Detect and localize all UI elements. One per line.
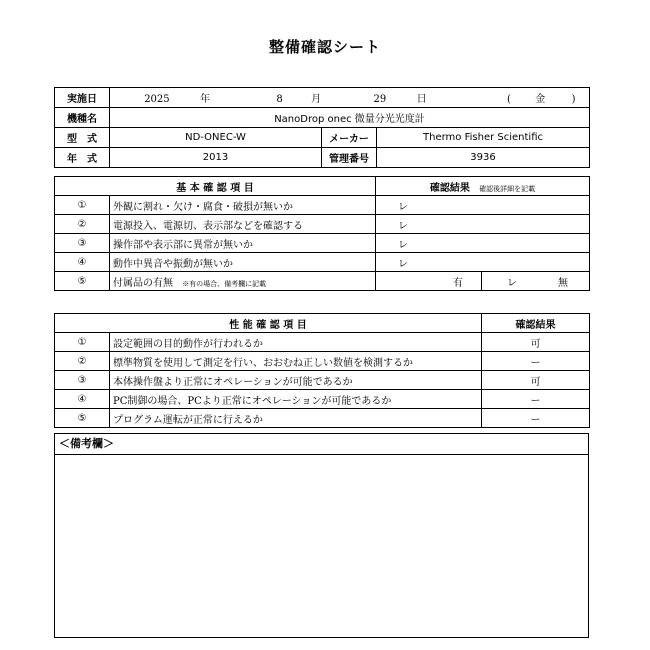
device-label: 機種名 (55, 108, 110, 128)
year-value: 2013 (110, 148, 322, 168)
basic-header: 基 本 確 認 項 目 (55, 177, 376, 196)
perf-item-result: ー (482, 390, 590, 409)
maker-value: Thermo Fisher Scientific (377, 128, 590, 148)
accessory-text: 付属品の有無 (113, 277, 173, 289)
maker-label: メーカー (322, 128, 377, 148)
date-day-unit: 日 (416, 94, 427, 105)
weekday-open: ( (507, 94, 511, 105)
perf-item-number: ③ (55, 371, 110, 390)
model-value: ND-ONEC-W (110, 128, 322, 148)
perf-item-result: ー (482, 352, 590, 371)
accessory-no: 無 (558, 277, 569, 289)
info-table (54, 87, 590, 168)
perf-row (55, 352, 590, 371)
device-value: NanoDrop onec 微量分光光度計 (110, 108, 590, 128)
perf-item-text: 設定範囲の目的動作が行われるか (110, 333, 482, 352)
date-year: 2025 (144, 94, 170, 105)
date-row (55, 88, 590, 108)
accessory-text-cell (110, 272, 376, 291)
perf-item-text: PC制御の場合、PCより正常にオペレーションが可能であるか (110, 390, 482, 409)
basic-result-header (376, 177, 590, 196)
basic-item-number: ① (55, 196, 110, 215)
accessory-note: ※有の場合、備考欄に記載 (182, 279, 267, 288)
perf-row (55, 390, 590, 409)
date-value (110, 88, 590, 108)
perf-item-result: 可 (482, 333, 590, 352)
perf-item-number: ① (55, 333, 110, 352)
accessory-check: レ (507, 277, 518, 289)
remarks-box (54, 433, 589, 638)
basic-item-result: レ (376, 234, 590, 253)
date-year-unit: 年 (200, 94, 211, 105)
perf-header: 性 能 確 認 項 目 (55, 314, 482, 333)
basic-header-row (55, 177, 590, 196)
accessory-row (55, 272, 590, 291)
date-day: 29 (373, 94, 387, 105)
date-month: 8 (276, 94, 283, 105)
perf-row (55, 409, 590, 428)
remarks-label: ＜備考欄＞ (55, 434, 588, 455)
model-label: 型 式 (55, 128, 110, 148)
basic-result-title: 確認結果 (429, 182, 470, 194)
year-label: 年 式 (55, 148, 110, 168)
perf-item-number: ② (55, 352, 110, 371)
perf-item-number: ⑤ (55, 409, 110, 428)
accessory-no-cell (482, 272, 590, 291)
weekday: 金 (535, 94, 546, 105)
basic-item-text: 電源投入、電源切、表示部などを確認する (110, 215, 376, 234)
basic-item-result: レ (376, 196, 590, 215)
perf-item-text: プログラム運転が正常に行えるか (110, 409, 482, 428)
basic-row (55, 196, 590, 215)
performance-check-table (54, 313, 590, 428)
perf-item-result: ー (482, 409, 590, 428)
perf-result-header: 確認結果 (482, 314, 590, 333)
remarks-content[interactable] (55, 455, 588, 637)
basic-item-text: 動作中異音や振動が無いか (110, 253, 376, 272)
accessory-number: ⑤ (55, 272, 110, 291)
mgmt-value: 3936 (377, 148, 590, 168)
model-row (55, 128, 590, 148)
date-month-unit: 月 (311, 94, 322, 105)
basic-row (55, 234, 590, 253)
perf-item-text: 標準物質を使用して測定を行い、おおむね正しい数値を検測するか (110, 352, 482, 371)
date-label: 実施日 (55, 88, 110, 108)
basic-item-number: ② (55, 215, 110, 234)
basic-check-table (54, 176, 590, 291)
perf-item-result: 可 (482, 371, 590, 390)
basic-item-result: レ (376, 215, 590, 234)
basic-item-text: 操作部や表示部に異常が無いか (110, 234, 376, 253)
basic-row (55, 253, 590, 272)
basic-item-text: 外観に割れ・欠け・腐食・破損が無いか (110, 196, 376, 215)
weekday-close: ) (571, 94, 576, 105)
perf-item-number: ④ (55, 390, 110, 409)
basic-item-number: ④ (55, 253, 110, 272)
sheet-title: 整備確認シート (268, 38, 381, 56)
accessory-yes: 有 (376, 272, 482, 291)
basic-item-result: レ (376, 253, 590, 272)
perf-header-row (55, 314, 590, 333)
perf-item-text: 本体操作盤より正常にオペレーションが可能であるか (110, 371, 482, 390)
perf-row (55, 371, 590, 390)
perf-row (55, 333, 590, 352)
device-row (55, 108, 590, 128)
basic-row (55, 215, 590, 234)
mgmt-label: 管理番号 (322, 148, 377, 168)
year-row (55, 148, 590, 168)
basic-result-note: 確認後詳細を記載 (479, 184, 536, 193)
basic-item-number: ③ (55, 234, 110, 253)
